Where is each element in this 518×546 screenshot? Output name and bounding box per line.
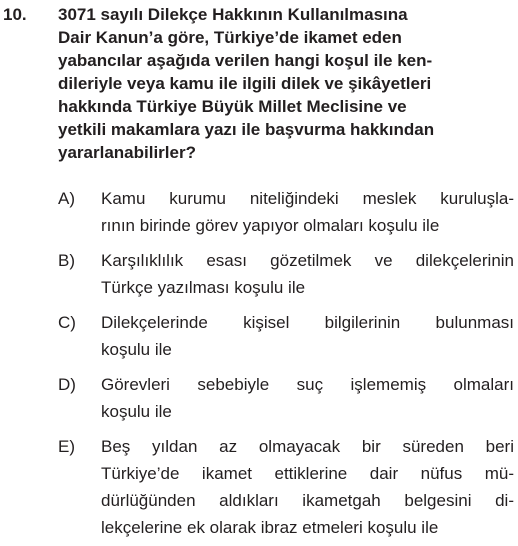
question-stem-line: yetkili makamlara yazı ile başvurma hakkından	[58, 120, 435, 139]
option-line: Kamu kurumu niteliğindeki meslek kuruluşla-	[101, 189, 514, 208]
option-text-c	[101, 309, 514, 363]
question-stem-line: hakkında Türkiye Büyük Millet Meclisine ve	[58, 97, 407, 116]
option-text-d	[101, 371, 514, 425]
question-stem	[58, 3, 514, 164]
option-line: dürlüğünden aldıkları ikametgah belgesini di-	[101, 491, 514, 510]
option-line: rının birinde görev yapıyor olmaları koşulu ile	[101, 216, 440, 235]
option-text-b	[101, 247, 514, 301]
option-letter-b: B)	[58, 251, 75, 270]
option-text-e	[101, 433, 514, 541]
option-line: Dilekçelerinde kişisel bilgilerinin bulunması	[101, 313, 514, 332]
question-stem-line: dileriyle veya kamu ile ilgili dilek ve şikâyetleri	[58, 74, 432, 93]
option-line: Beş yıldan az olmayacak bir süreden beri	[101, 437, 514, 456]
question-stem-line: Dair Kanun’a göre, Türkiye’de ikamet eden	[58, 28, 402, 47]
option-letter-a: A)	[58, 189, 75, 208]
option-letter-d: D)	[58, 375, 76, 394]
question-stem-line: yabancılar aşağıda verilen hangi koşul ile ken-	[58, 51, 433, 70]
option-line: Türkçe yazılması koşulu ile	[101, 278, 306, 297]
option-line: Türkiye’de ikamet ettiklerine dair nüfus mü-	[101, 464, 514, 483]
option-line: Görevleri sebebiyle suç işlememiş olmaları	[101, 375, 514, 394]
question-number: 10.	[3, 5, 27, 24]
option-line: Karşılıklılık esası gözetilmek ve dilekçelerinin	[101, 251, 514, 270]
option-line: lekçelerine ek olarak ibraz etmeleri koşulu ile	[101, 518, 439, 537]
question-stem-line: yararlanabilirler?	[58, 143, 196, 162]
question-stem-line: 3071 sayılı Dilekçe Hakkının Kullanılmasına	[58, 5, 408, 24]
option-line: koşulu ile	[101, 402, 172, 421]
option-text-a	[101, 185, 514, 239]
option-line: koşulu ile	[101, 340, 172, 359]
option-letter-e: E)	[58, 437, 75, 456]
option-letter-c: C)	[58, 313, 76, 332]
